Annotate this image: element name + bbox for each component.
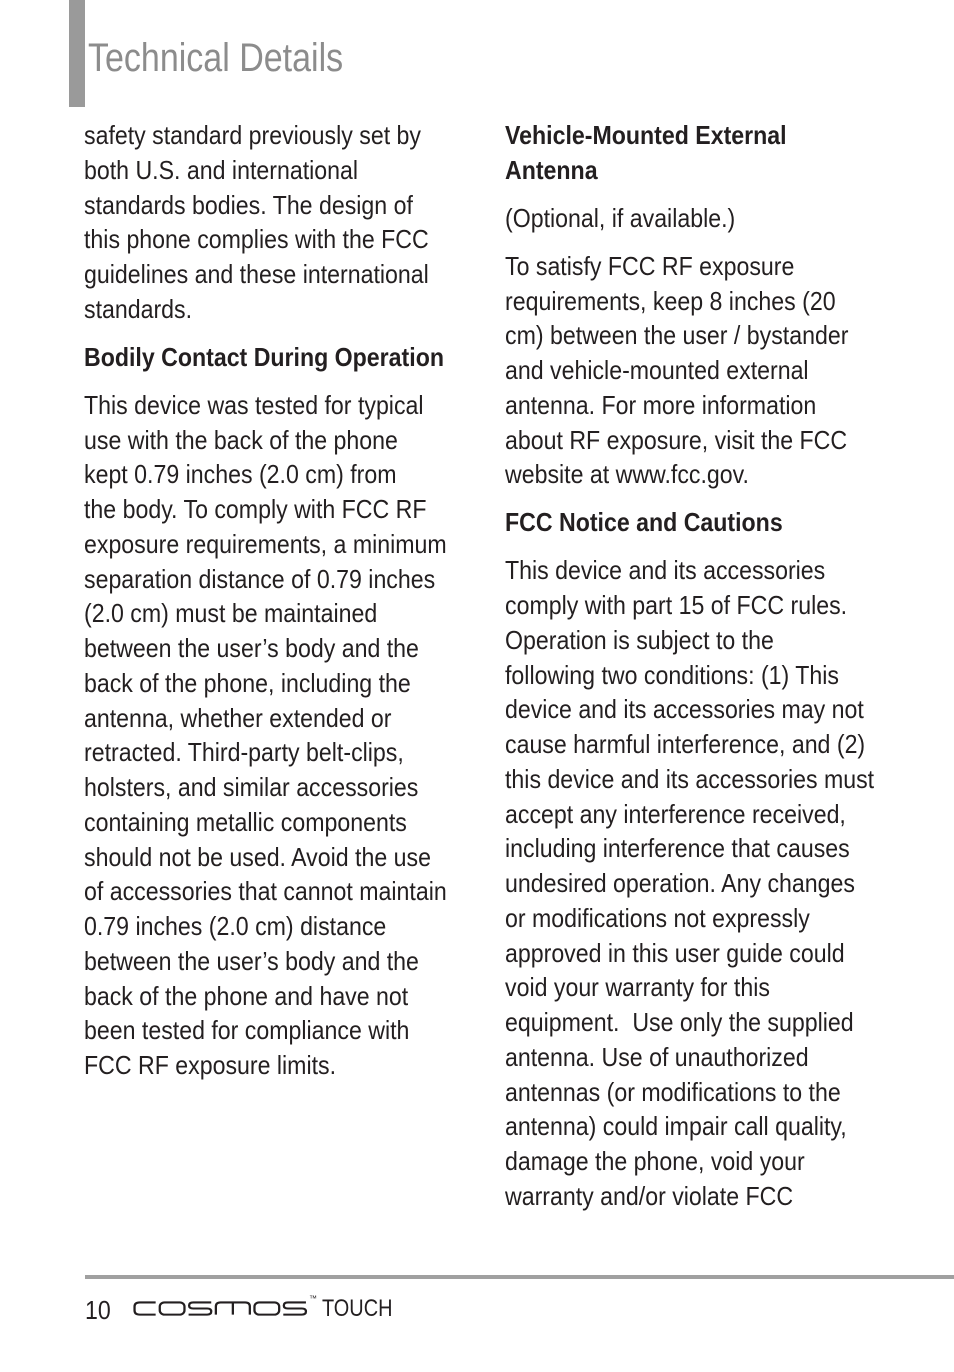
text-line: void your warranty for this [505,972,770,1003]
footer-divider [85,1275,954,1279]
text-line: antenna. Use of unauthorized [505,1041,809,1072]
paragraph [505,553,874,1213]
text-line: This device was tested for typical [84,389,424,420]
left-column [84,118,447,1096]
heading-line: Bodily Contact During Operation [84,341,444,372]
text-line: cm) between the user / bystander [505,320,849,351]
product-name-suffix: TOUCH [322,1295,393,1322]
paragraph [505,201,874,236]
text-line: standards bodies. The design of [84,189,413,220]
heading-line: Vehicle-Mounted External [505,120,787,150]
text-line: back of the phone, including the [84,667,411,698]
trademark-symbol: ™ [309,1294,317,1303]
text-line: following two conditions: (1) This [505,659,839,690]
header-accent-bar [69,0,85,107]
text-line: website at www.fcc.gov. [505,459,749,490]
text-line: accept any interference received, [505,798,846,829]
text-line: the body. To comply with FCC RF [84,494,427,524]
text-line: cause harmful interference, and (2) [505,729,866,759]
cosmos-logo [133,1301,308,1316]
text-line: separation distance of 0.79 inches [84,563,436,594]
text-line: including interference that causes [505,833,850,864]
heading-line: Antenna [505,154,598,185]
paragraph [84,118,447,327]
text-line: This device and its accessories [505,555,826,586]
text-line: been tested for compliance with [84,1015,410,1046]
text-line: between the user’s body and the [84,945,419,976]
section-heading [505,118,874,188]
text-line: (2.0 cm) must be maintained [84,598,378,629]
paragraph [505,249,874,492]
text-line: about RF exposure, visit the FCC [505,424,848,455]
page-title: Technical Details [88,36,344,80]
text-line: comply with part 15 of FCC rules. [505,590,848,620]
text-line: device and its accessories may not [505,694,864,725]
text-line: antenna, whether extended or [84,702,392,733]
text-line: holsters, and similar accessories [84,772,419,802]
text-line: requirements, keep 8 inches (20 [505,285,836,316]
text-line: antennas (or modifications to the [505,1076,841,1107]
text-line: exposure requirements, a minimum [84,528,447,559]
text-line: retracted. Third-party belt-clips, [84,737,404,768]
text-line: use with the back of the phone [84,424,398,455]
text-line: and vehicle-mounted external [505,355,809,385]
text-line: of accessories that cannot maintain [84,876,447,907]
text-line: damage the phone, void your [505,1146,805,1176]
text-line: (Optional, if available.) [505,202,736,233]
text-line: Operation is subject to the [505,624,774,655]
text-line: 0.79 inches (2.0 cm) distance [84,911,387,941]
text-line: should not be used. Avoid the use [84,841,431,872]
text-line: warranty and/or violate FCC [505,1180,794,1211]
heading-line: FCC Notice and Cautions [505,507,783,538]
text-line: To satisfy FCC RF exposure [505,250,795,281]
text-line: equipment. Use only the supplied [505,1007,854,1037]
text-line: back of the phone and have not [84,980,409,1011]
text-line: both U.S. and international [84,154,359,185]
text-line: antenna) could impair call quality, [505,1111,847,1142]
text-line: safety standard previously set by [84,120,421,150]
section-heading [84,340,447,375]
text-line: FCC RF exposure limits. [84,1050,337,1080]
text-line: antenna. For more information [505,389,817,420]
text-line: undesired operation. Any changes [505,868,855,898]
text-line: this phone complies with the FCC [84,224,429,255]
paragraph [84,388,447,1083]
text-line: or modifications not expressly [505,902,810,933]
text-line: guidelines and these international [84,259,429,289]
text-line: kept 0.79 inches (2.0 cm) from [84,459,397,490]
right-column [505,118,874,1227]
section-heading [505,505,874,540]
page-number: 10 [85,1295,111,1325]
text-line: this device and its accessories must [505,763,875,794]
text-line: containing metallic components [84,806,407,837]
text-line: between the user’s body and the [84,633,419,663]
text-line: standards. [84,293,193,324]
text-line: approved in this user guide could [505,937,845,968]
